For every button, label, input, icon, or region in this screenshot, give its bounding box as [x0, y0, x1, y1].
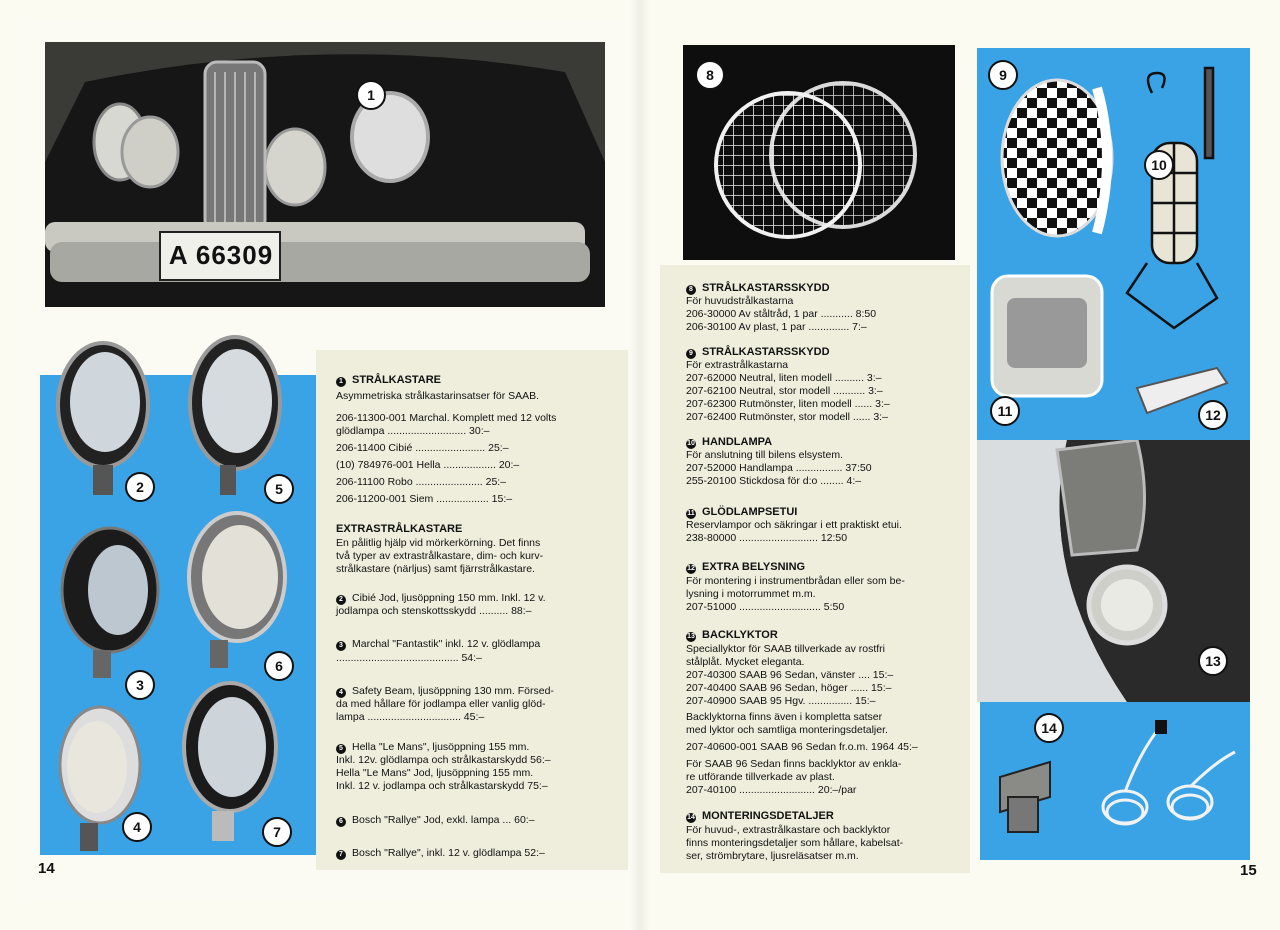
bullet-14-icon: 14 — [687, 814, 695, 821]
car-illustration — [45, 42, 605, 307]
lamp-3-image — [58, 515, 163, 685]
section13-line: 207-40900 SAAB 95 Hgv. ............... 15:– — [686, 695, 876, 707]
item-5-line: Inkl. 12 v. jodlampa och strålkastarskydd 75:– — [336, 780, 548, 792]
callout-14: 14 — [1034, 713, 1064, 743]
section2-intro: två typer av extrastrålkastare, dim- och kurv- — [336, 550, 544, 562]
item-2: 2 Cibié Jod, ljusöppning 150 mm. Inkl. 12 v. — [336, 592, 546, 605]
section13-line: För SAAB 96 Sedan finns backlyktor av enkla- — [686, 758, 902, 770]
section9-line: 207-62300 Rutmönster, liten modell ...... 3:– — [686, 398, 890, 410]
bullet-6-icon: 6 — [336, 817, 346, 827]
section1-line: 206-11100 Robo ....................... 25:– — [336, 476, 507, 488]
callout-1: 1 — [356, 80, 386, 110]
page-number-right: 15 — [1240, 862, 1257, 879]
section13-line: Backlyktorna finns även i kompletta satser — [686, 711, 883, 723]
section13-line: 207-40400 SAAB 96 Sedan, höger ...... 15:– — [686, 682, 892, 694]
callout-13: 13 — [1198, 646, 1228, 676]
callout-12: 12 — [1198, 400, 1228, 430]
section9-line: För extrastrålkastarna — [686, 359, 789, 371]
section-heading-extra-belysning: 12 EXTRA BELYSNING — [687, 561, 806, 573]
section1-line: glödlampa ........................... 30:– — [336, 425, 490, 437]
section9-line: 207-62000 Neutral, liten modell .......... 3:– — [686, 372, 882, 384]
callout-2: 2 — [125, 472, 155, 502]
item-7: 7 Bosch "Rallye", inkl. 12 v. glödlampa 52:– — [336, 847, 545, 860]
bullet-12-icon: 12 — [687, 565, 695, 572]
item-2-line: jodlampa och stenskottsskydd .......... 88:– — [336, 605, 532, 617]
section13-line: med lyktor och samtliga monteringsdetaljer. — [686, 724, 888, 736]
bullet-7-icon: 7 — [336, 850, 346, 860]
mounting-parts-illustration — [980, 702, 1250, 860]
mounting-parts-panel — [980, 702, 1250, 860]
item-6: 6 Bosch "Rallye" Jod, exkl. lampa ... 60:– — [336, 814, 535, 827]
bullet-2-icon: 2 — [336, 595, 346, 605]
bullet-11-icon: 11 — [687, 510, 695, 517]
section13-line: re utförande tillverkade av plast. — [686, 771, 835, 783]
section13-line: Speciallyktor för SAAB tillverkade av rostfri — [686, 643, 885, 655]
section-heading-handlampa: 10 HANDLAMPA — [687, 436, 773, 448]
bullet-8-icon: 8 — [686, 285, 696, 295]
callout-4: 4 — [122, 812, 152, 842]
item-5: 5 Hella "Le Mans", ljusöppning 155 mm. — [336, 741, 529, 754]
section13-line: 207-40600-001 SAAB 96 Sedan fr.o.m. 1964 45:– — [686, 741, 918, 753]
item-5-line: Hella "Le Mans" Jod, ljusöppning 155 mm. — [336, 767, 534, 779]
section13-line: stålplåt. Mycket eleganta. — [686, 656, 805, 668]
section-heading-guards-extra: 9 STRÅLKASTARSSKYDD — [686, 346, 830, 359]
section8-line: 206-30000 Av ståltråd, 1 par ........... 8:50 — [686, 308, 877, 320]
section-heading-stralkastare: 1 STRÅLKASTARE — [336, 374, 441, 387]
section12-line: 207-51000 ............................ 5:50 — [686, 601, 845, 613]
section1-line: 206-11400 Cibié ........................ 25:– — [336, 442, 509, 454]
section9-line: 207-62400 Rutmönster, stor modell ...... 3:– — [686, 411, 888, 423]
section13-line: 207-40100 .......................... 20:–/par — [686, 784, 857, 796]
section8-line: För huvudstrålkastarna — [686, 295, 794, 307]
bullet-9-icon: 9 — [686, 349, 696, 359]
section-heading-extrastralkastare: EXTRASTRÅLKASTARE — [336, 523, 463, 535]
car-front-photo — [45, 42, 605, 307]
section11-line: Reservlampor och säkringar i ett praktiskt etui. — [686, 519, 902, 531]
lamp-6-image — [185, 505, 290, 675]
callout-5: 5 — [264, 474, 294, 504]
section14-line: För huvud-, extrastrålkastare och backlyktor — [686, 824, 891, 836]
callout-7: 7 — [262, 817, 292, 847]
section1-line: (10) 784976-001 Hella .................. 20:– — [336, 459, 520, 471]
callout-3: 3 — [125, 670, 155, 700]
bullet-4-icon: 4 — [336, 688, 346, 698]
section14-line: ser, strömbrytare, ljusreläsatser m.m. — [686, 850, 859, 862]
section10-line: 255-20100 Stickdosa för d:o ........ 4:– — [686, 475, 862, 487]
callout-9: 9 — [988, 60, 1018, 90]
item-4-line: da med hållare för jodlampa eller vanlig glöd- — [336, 698, 546, 710]
section12-line: För montering i instrumentbrådan eller som be- — [686, 575, 905, 587]
section1-intro: Asymmetriska strålkastarinsatser för SAAB. — [336, 390, 540, 402]
section10-line: 207-52000 Handlampa ................ 37:50 — [686, 462, 872, 474]
section11-line: 238-80000 ........................... 12:50 — [686, 532, 848, 544]
section14-line: finns monteringsdetaljer som hållare, kabelsat- — [686, 837, 904, 849]
page-number-left: 14 — [38, 860, 55, 877]
section-heading-glodlampsetui: 11 GLÖDLAMPSETUI — [687, 506, 798, 518]
section-heading-backlyktor: 13 BACKLYKTOR — [687, 629, 778, 641]
callout-10: 10 — [1144, 150, 1174, 180]
section2-intro: strålkastare (närljus) samt fjärrstrålkastare. — [336, 563, 535, 575]
section13-line: 207-40300 SAAB 96 Sedan, vänster .... 15:– — [686, 669, 894, 681]
bullet-10-icon: 10 — [687, 440, 695, 447]
item-5-line: Inkl. 12v. glödlampa och strålkastarskydd 56:– — [336, 754, 551, 766]
item-4-line: lampa ................................ 45:– — [336, 711, 485, 723]
section-heading-monteringsdetaljer: 14 MONTERINGSDETALJER — [687, 810, 834, 822]
section8-line: 206-30100 Av plast, 1 par .............. 7:– — [686, 321, 867, 333]
bullet-13-icon: 13 — [687, 633, 695, 640]
license-plate-text: A 66309 — [168, 240, 274, 270]
callout-8: 8 — [695, 60, 725, 90]
callout-6: 6 — [264, 651, 294, 681]
accessories-blue-panel — [977, 48, 1250, 440]
accessories-illustration — [977, 48, 1250, 440]
page-fold — [630, 0, 650, 930]
item-3: 3 Marchal "Fantastik" inkl. 12 v. glödlampa — [336, 638, 540, 651]
section1-line: 206-11200-001 Siem .................. 15:– — [336, 493, 513, 505]
section9-line: 207-62100 Neutral, stor modell ........... 3:– — [686, 385, 883, 397]
item-3-line: .......................................... 54:– — [336, 652, 482, 664]
item-4: 4 Safety Beam, ljusöppning 130 mm. Försed- — [336, 685, 554, 698]
section2-intro: En pålitlig hjälp vid mörkerkörning. Det finns — [336, 537, 541, 549]
section1-line: 206-11300-001 Marchal. Komplett med 12 volts — [336, 412, 557, 424]
section10-line: För anslutning till bilens elsystem. — [686, 449, 843, 461]
bullet-3-icon: 3 — [336, 641, 346, 651]
section-heading-guards-main: 8 STRÅLKASTARSSKYDD — [686, 282, 830, 295]
bullet-5-icon: 5 — [336, 744, 346, 754]
callout-11: 11 — [990, 396, 1020, 426]
section12-line: lysning i motorrummet m.m. — [686, 588, 816, 600]
bullet-1-icon: 1 — [336, 377, 346, 387]
